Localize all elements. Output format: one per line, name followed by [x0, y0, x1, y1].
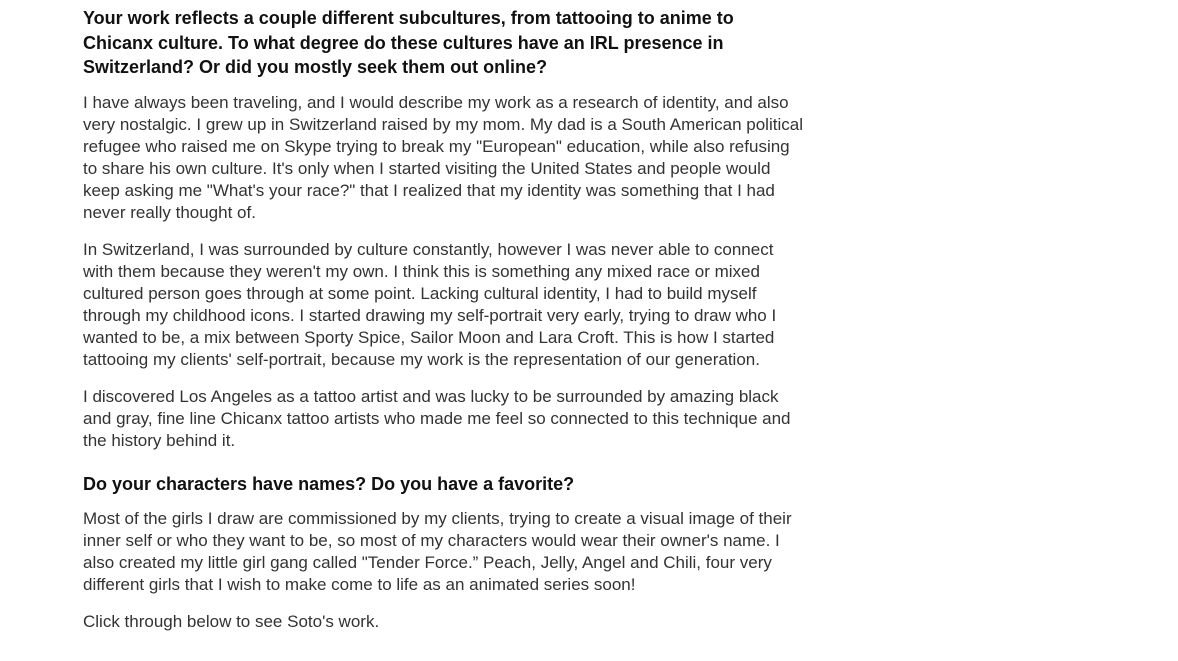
interview-question: Do your characters have names? Do you have a favorite? — [83, 473, 575, 494]
answer-paragraph: I have always been traveling, and I would describe my work as a research of identity, and also very nostalgic. I grew up in Switzerland raised by my mom. My dad is a South American political refugee who raised me on Skype trying to break my "European" education, while also refusing to share his own culture. It's only when I started visiting the United States and people would keep asking me "What's your race?" that I realized that my identity was something that I had never really thought of. — [83, 92, 803, 222]
answer-paragraph: I discovered Los Angeles as a tattoo artist and was lucky to be surrounded by amazing black and gray, fine line Chicanx tattoo artists who made me feel so connected to this technique and the history behind it. — [83, 386, 791, 450]
footer-note: Click through below to see Soto's work. — [83, 612, 380, 631]
answer-paragraph: In Switzerland, I was surrounded by culture constantly, however I was never able to connect with them because they weren't my own. I think this is something any mixed race or mixed cultured person goes through at some point. Lacking cultural identity, I had to build myself through my childhood icons. I started drawing my self-portrait very early, trying to draw who I wanted to be, a mix between Sporty Spice, Sailor Moon and Lara Croft. This is how I started tattooing my clients' self-portrait, because my work is the representation of our generation. — [83, 239, 777, 369]
interview-question: Your work reflects a couple different subcultures, from tattooing to anime to Chicanx culture. To what degree do these cultures have an IRL presence in Switzerland? Or did you mostly seek them out online? — [83, 8, 734, 77]
article-body — [83, 6, 803, 648]
answer-paragraph: Most of the girls I draw are commissioned by my clients, trying to create a visual image of their inner self or who they want to be, so most of my characters would wear their owner's name. I also created my little girl gang called "Tender Force.” Peach, Jelly, Angel and Chili, four very different girls that I wish to make come to life as an animated series soon! — [83, 509, 792, 594]
